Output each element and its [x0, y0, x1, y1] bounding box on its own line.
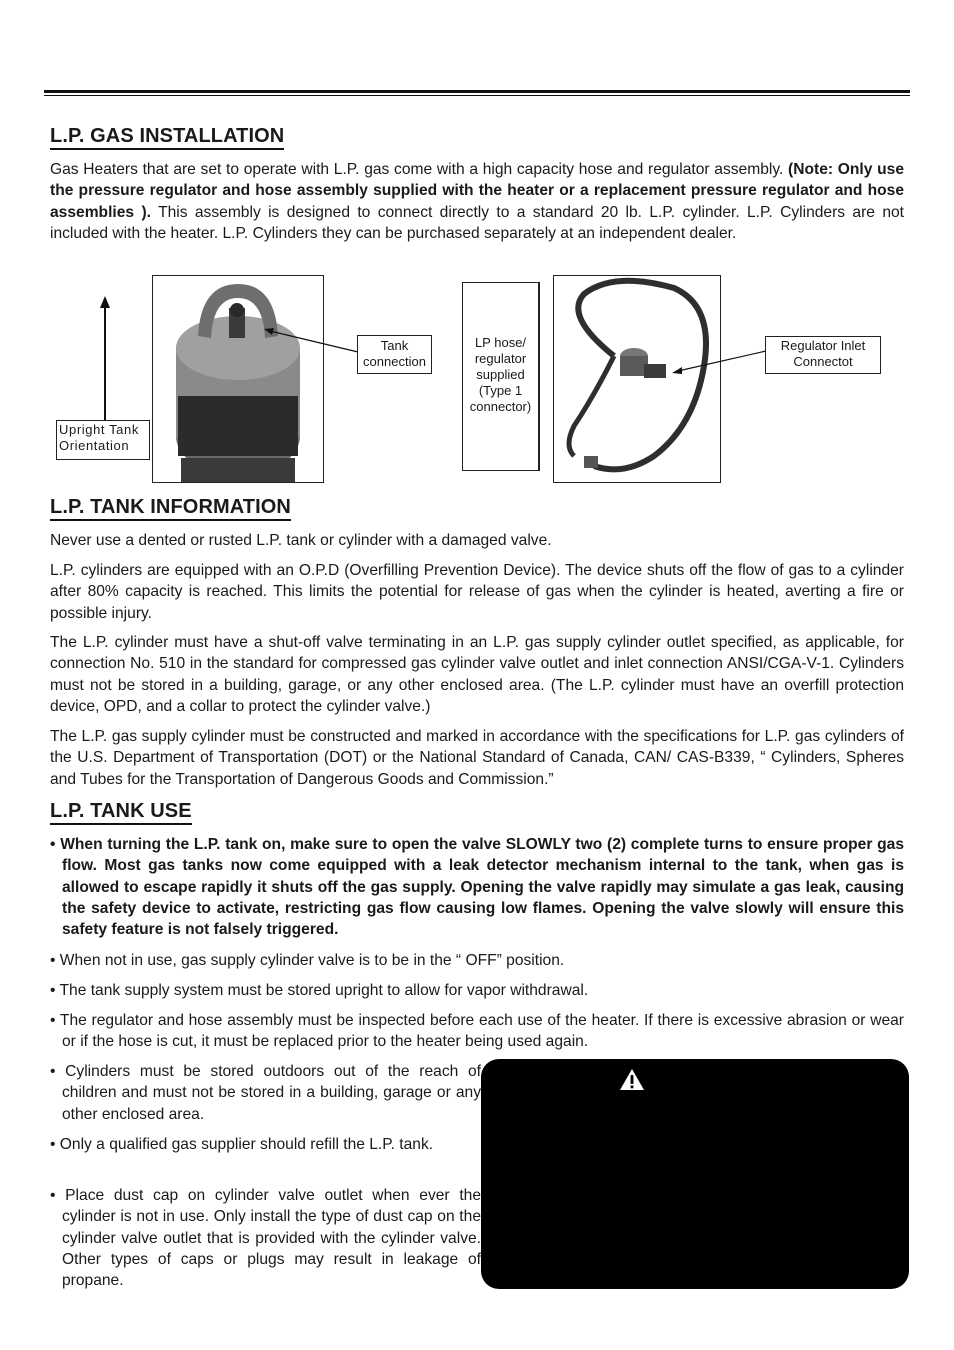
tank-info-p3: The L.P. cylinder must have a shut-off valve terminating in an L.P. gas supply cylinder outlet specified, as applicable, for connection No. 510 in the standard for compressed gas cylinder valve outlet and inlet connection ANSI/CGA-V-1. Cylinders must not be stored in a building, garage, or any other enclosed area. (The L.P. cylinder must have an overfill protection device, OPD, and a collar to protect the cylinder valve.) — [50, 634, 904, 715]
upright-orientation-label: Upright Tank Orientation — [56, 420, 150, 460]
heading-tank-use: L.P. TANK USE — [50, 800, 192, 825]
tank-info-p4: The L.P. gas supply cylinder must be constructed and marked in accordance with the specifications for L.P. gas cylinders of the U.S. Department of Transportation (DOT) or the National Standard of Canada, CAN/ CAS-B339, “ Cylinders, Spheres and Tubes for the Transportation of Dangerous Goods and Commission.” — [50, 728, 904, 788]
tank-use-bullet-4: • The regulator and hose assembly must be inspected before each use of the heater. If there is excessive abrasion or wear or if the hose is cut, it must be replaced prior to the heater being used again. — [50, 1012, 904, 1051]
regulator-inlet-label: Regulator Inlet Connectot — [765, 336, 881, 374]
tank-use-bullet-1: • When turning the L.P. tank on, make sure to open the valve SLOWLY two (2) complete turns to ensure proper gas flow. Most gas tanks now come equipped with a leak detector mechanism internal to the tank, when gas is allowed to escape rapidly it shuts off the gas supply. Opening the valve rapidly may simulate a gas leak, causing the safety device to activate, restricting gas flow causing low flames. Opening the valve slowly will ensure this safety feature is not falsely triggered. — [50, 836, 904, 939]
upright-arrow-icon — [97, 296, 113, 422]
heading-gas-installation: L.P. GAS INSTALLATION — [50, 125, 284, 150]
installation-intro: Gas Heaters that are set to operate with L.P. gas come with a high capacity hose and regulator assembly. — [50, 161, 784, 178]
tank-use-bullet-7: • Place dust cap on cylinder valve outlet when ever the cylinder is not in use. Only install the type of dust cap on the cylinder valve outlet that is provided with the cylinder valve. Other types of caps or plugs may result in leakage of propane. — [50, 1187, 481, 1290]
tank-use-bullet-3: • The tank supply system must be stored upright to allow for vapor withdrawal. — [50, 982, 589, 999]
tank-connection-pointer — [260, 326, 360, 356]
heading-tank-information: L.P. TANK INFORMATION — [50, 496, 291, 521]
tank-info-p2: L.P. cylinders are equipped with an O.P.D (Overfilling Prevention Device). The device shuts off the flow of gas to a cylinder after 80% capacity is reached. This limits the potential for release of gas when the cylinder is heated, averting a fire or possible injury. — [50, 562, 904, 622]
top-rule-thin — [44, 95, 910, 96]
tank-info-p1: Never use a dented or rusted L.P. tank or cylinder with a damaged valve. — [50, 532, 552, 549]
tank-connection-label: Tank connection — [357, 335, 432, 374]
hose-regulator-icon — [554, 276, 720, 482]
hose-regulator-photo — [553, 275, 721, 483]
tank-use-bullet-2: • When not in use, gas supply cylinder valve is to be in the “ OFF” position. — [50, 952, 565, 969]
tank-use-bullet-6: • Only a qualified gas supplier should refill the L.P. tank. — [50, 1136, 434, 1153]
warning-triangle-icon — [619, 1068, 645, 1091]
installation-note: (Note: Only use the pressure regulator and hose assembly supplied with the heater or a replacement pressure regulator and hose assemblies ). — [50, 161, 904, 221]
installation-intro-cont: This assembly is designed to connect directly to a standard 20 lb. L.P. cylinder. L.P. Cylinders are not included with the heater. L.P. Cylinders they can be purchased separately at an independent dealer. — [50, 203, 905, 242]
regulator-inlet-pointer — [668, 348, 768, 376]
propane-tank-photo — [152, 275, 324, 483]
installation-paragraph — [50, 159, 904, 244]
propane-tank-icon — [153, 276, 323, 482]
top-rule — [44, 90, 910, 93]
warning-box — [481, 1059, 909, 1289]
lp-hose-label: LP hose/ regulator supplied (Type 1 connector) — [462, 282, 540, 471]
tank-use-bullet-5: • Cylinders must be stored outdoors out of the reach of children and must not be stored in a building, garage or any other enclosed area. — [50, 1063, 481, 1123]
